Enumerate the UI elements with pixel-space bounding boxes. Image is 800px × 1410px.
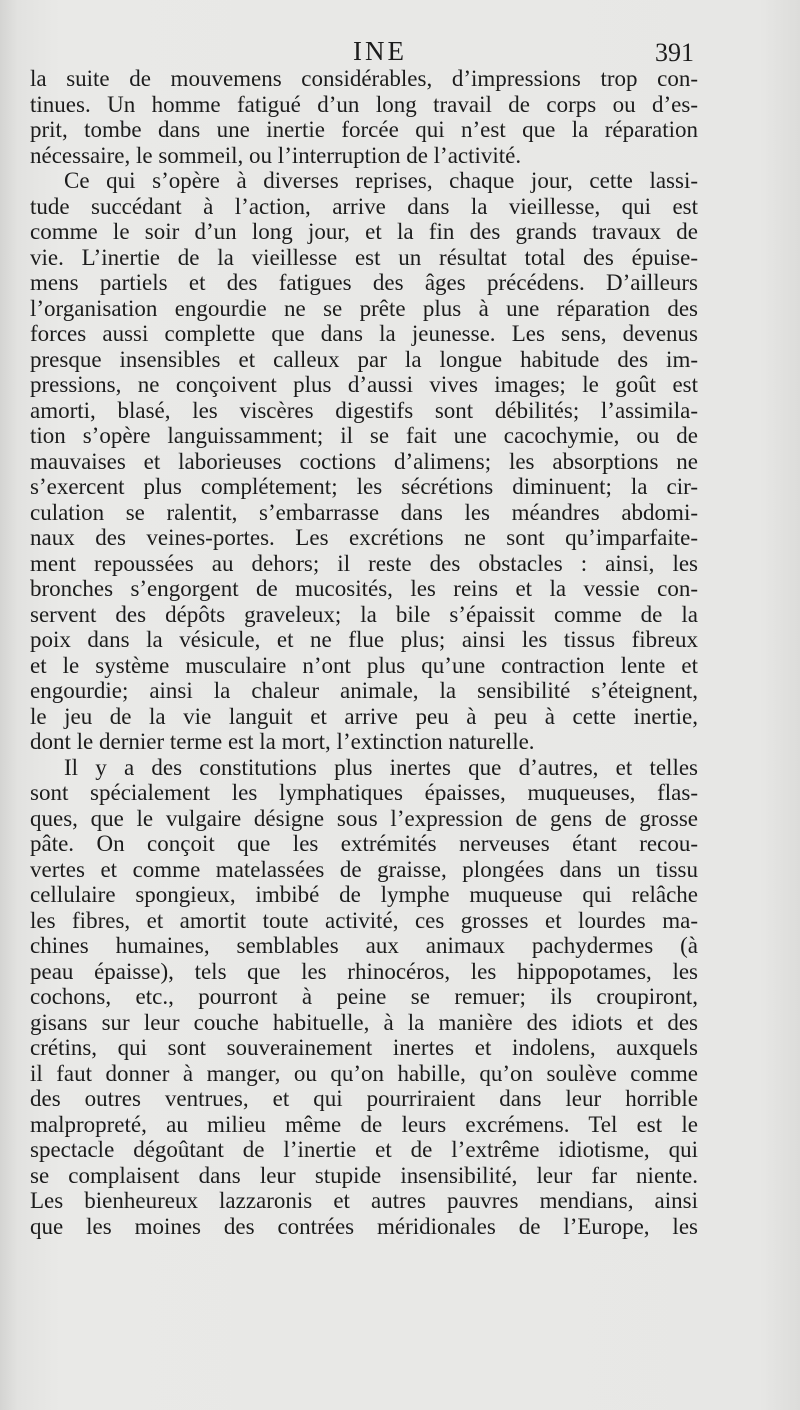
text-line: ment repoussées au dehors; il reste des obstacles : ainsi, les	[30, 550, 698, 576]
text-line: amorti, blasé, les viscères digestifs sont débilités; l’assimila-	[30, 397, 698, 423]
text-line: culation se ralentit, s’embarrasse dans les méandres abdomi-	[30, 499, 698, 525]
text-line: peau épaisse), tels que les rhinocéros, les hippopotames, les	[30, 958, 698, 984]
text-line: s’exercent plus complétement; les sécrétions diminuent; la cir-	[30, 474, 698, 499]
text-line: servent des dépôts graveleux; la bile s’épaissit comme de la	[30, 601, 698, 627]
text-line: spectacle dégoûtant de l’inertie et de l’extrême idiotisme, qui	[30, 1137, 698, 1162]
text-line: tion s’opère languissamment; il se fait une cacochymie, ou de	[30, 423, 698, 448]
text-line: pressions, ne conçoivent plus d’aussi vives images; le goût est	[30, 372, 698, 397]
text-line: vie. L’inertie de la vieillesse est un résultat total des épuise-	[30, 244, 698, 270]
text-line: il faut donner à manger, ou qu’on habille, qu’on soulève comme	[30, 1060, 698, 1086]
text-line: tude succédant à l’action, arrive dans la vieillesse, qui est	[30, 193, 698, 219]
text-line: nécessaire, le sommeil, ou l’interruption de l’activité.	[30, 142, 522, 168]
text-line: crétins, qui sont souverainement inertes et indolens, auxquels	[30, 1035, 698, 1060]
text-line: sont spécialement les lymphatiques épaisses, muqueuses, flas-	[30, 780, 698, 805]
text-line: et le système musculaire n’ont plus qu’une contraction lente et	[30, 652, 698, 678]
text-line: gisans sur leur couche habituelle, à la manière des idiots et des	[30, 1009, 698, 1035]
text-line: bronches s’engorgent de mucosités, les reins et la vessie con-	[30, 576, 698, 601]
text-line: presque insensibles et calleux par la longue habitude des im-	[30, 346, 698, 372]
text-line: pâte. On conçoit que les extrémités nerveuses étant recou-	[30, 831, 698, 856]
text-line: le jeu de la vie languit et arrive peu à peu à cette inertie,	[30, 703, 698, 729]
text-line: se complaisent dans leur stupide insensibilité, leur far niente.	[30, 1162, 698, 1188]
text-line: les fibres, et amortit toute activité, ces grosses et lourdes ma-	[30, 907, 698, 933]
text-line: que les moines des contrées méridionales de l’Europe, les	[30, 1213, 698, 1239]
text-line: l’organisation engourdie ne se prête plus à une réparation des	[30, 295, 698, 321]
text-line: la suite de mouvemens considérables, d’impressions trop con-	[30, 66, 698, 91]
text-line: mens partiels et des fatigues des âges précédens. D’ailleurs	[30, 270, 698, 295]
text-line: comme le soir d’un long jour, et la fin des grands travaux de	[30, 219, 698, 244]
text-line: engourdie; ainsi la chaleur animale, la sensibilité s’éteignent,	[30, 678, 698, 703]
running-head-title: INE	[353, 36, 407, 66]
text-line: prit, tombe dans une inertie forcée qui n’est que la réparation	[30, 117, 698, 142]
text-line: poix dans la vésicule, et ne flue plus; ainsi les tissus fibreux	[30, 627, 698, 652]
text-line: Les bienheureux lazzaronis et autres pauvres mendians, ainsi	[30, 1188, 698, 1213]
text-line: malpropreté, au milieu même de leurs excrémens. Tel est le	[30, 1111, 698, 1137]
text-line: Ce qui s’opère à diverses reprises, chaque jour, cette lassi-	[64, 168, 698, 193]
text-line: Il y a des constitutions plus inertes que d’autres, et telles	[64, 754, 698, 780]
text-line: ques, que le vulgaire désigne sous l’expression de gens de grosse	[30, 805, 698, 831]
text-line: cochons, etc., pourront à peine se remuer; ils croupiront,	[30, 984, 698, 1009]
text-line: tinues. Un homme fatigué d’un long travail de corps ou d’es-	[30, 91, 698, 117]
body-text	[30, 66, 698, 1239]
text-line: chines humaines, semblables aux animaux pachydermes (à	[30, 933, 698, 958]
text-line: cellulaire spongieux, imbibé de lymphe muqueuse qui relâche	[30, 882, 698, 907]
page-number: 391	[655, 38, 694, 67]
text-line: dont le dernier terme est la mort, l’extinction naturelle.	[30, 729, 535, 754]
text-line: mauvaises et laborieuses coctions d’alimens; les absorptions ne	[30, 448, 698, 474]
text-line: forces aussi complette que dans la jeunesse. Les sens, devenus	[30, 321, 698, 346]
text-line: naux des veines-portes. Les excrétions ne sont qu’imparfaite-	[30, 525, 698, 550]
text-line: des outres ventrues, et qui pourriraient dans leur horrible	[30, 1086, 698, 1111]
text-line: vertes et comme matelassées de graisse, plongées dans un tissu	[30, 856, 698, 882]
